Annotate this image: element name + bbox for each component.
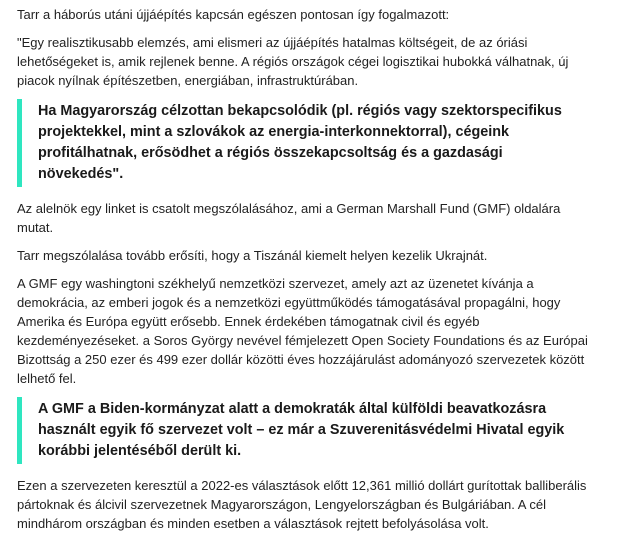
quote-line: korábbi jelentéséből derült ki.	[38, 443, 242, 459]
paragraph	[17, 274, 617, 388]
text-line: Az alelnök egy linket is csatolt megszólalásához, ami a German Marshall Fund (GMF) oldalára	[17, 201, 561, 216]
text-line: Amerika és Európa együtt erősebb. Ennek érdekében támogatnak civil és egyéb	[17, 314, 480, 329]
text-line: "Egy realisztikusabb elemzés, ami elismeri az újjáépítés hatalmas költségeit, de az óriási	[17, 35, 528, 50]
text-line: piacok nyílnak építészetben, energiában, infrastruktúrában.	[17, 73, 359, 88]
quote-line: A GMF a Biden-kormányzat alatt a demokraták által külföldi beavatkozásra	[38, 401, 547, 417]
quote-line: profitálhatnak, erősödhet a régiós összekapcsoltság és a gazdasági	[38, 145, 503, 161]
text-line: lelhető fel.	[17, 371, 77, 386]
text-line: Tarr a háborús utáni újjáépítés kapcsán egészen pontosan így fogalmazott:	[17, 7, 450, 22]
text-line: Tarr megszólalása tovább erősíti, hogy a Tiszánál kiemelt helyen kezelik Ukrajnát.	[17, 248, 488, 263]
paragraph	[17, 33, 617, 90]
text-line: Bizottság a 250 ezer és 499 ezer dollár közötti éves hozzájárulást adományozó szervezetek között	[17, 352, 585, 367]
text-line: mutat.	[17, 220, 54, 235]
quote-line: Ha Magyarország célzottan bekapcsolódik (pl. régiós vagy szektorspecifikus	[38, 103, 562, 119]
text-line: pártoknak és álcivil szervezetnek Magyarországon, Lengyelországban és Bulgáriában. A cél	[17, 497, 546, 512]
quote-line: projektekkel, mint a szlovákok az energia-interkonnektorral), cégeink	[38, 124, 510, 140]
paragraph	[17, 5, 617, 24]
text-line: lehetőségeket is, amik rejlenek benne. A régiós országok cégei logisztikai hubokká válhatnak, új	[17, 54, 569, 69]
blockquote	[17, 99, 617, 187]
text-line: mindhárom országban és minden esetben a választások rejtett befolyásolása volt.	[17, 516, 489, 531]
text-line: A GMF egy washingtoni székhelyű nemzetközi szervezet, amely azt az üzenetet kívánja a	[17, 276, 534, 291]
quote-line: használt egyik fő szervezet volt – ez már a Szuverenitásvédelmi Hivatal egyik	[38, 422, 565, 438]
paragraph	[17, 476, 617, 533]
text-line: Ezen a szervezeten keresztül a 2022-es választások előtt 12,361 millió dollárt gurítottak balliberális	[17, 478, 587, 493]
blockquote	[17, 397, 617, 464]
paragraph	[17, 246, 617, 265]
paragraph	[17, 199, 617, 237]
text-line: demokrácia, az emberi jogok és a nemzetközi együttműködés támogatásával propagálni, hogy	[17, 295, 561, 310]
text-line: kezdeményezéseket. a Soros György nevével fémjelezett Open Society Foundations és az Európai	[17, 333, 588, 348]
quote-line: növekedés".	[38, 166, 124, 182]
